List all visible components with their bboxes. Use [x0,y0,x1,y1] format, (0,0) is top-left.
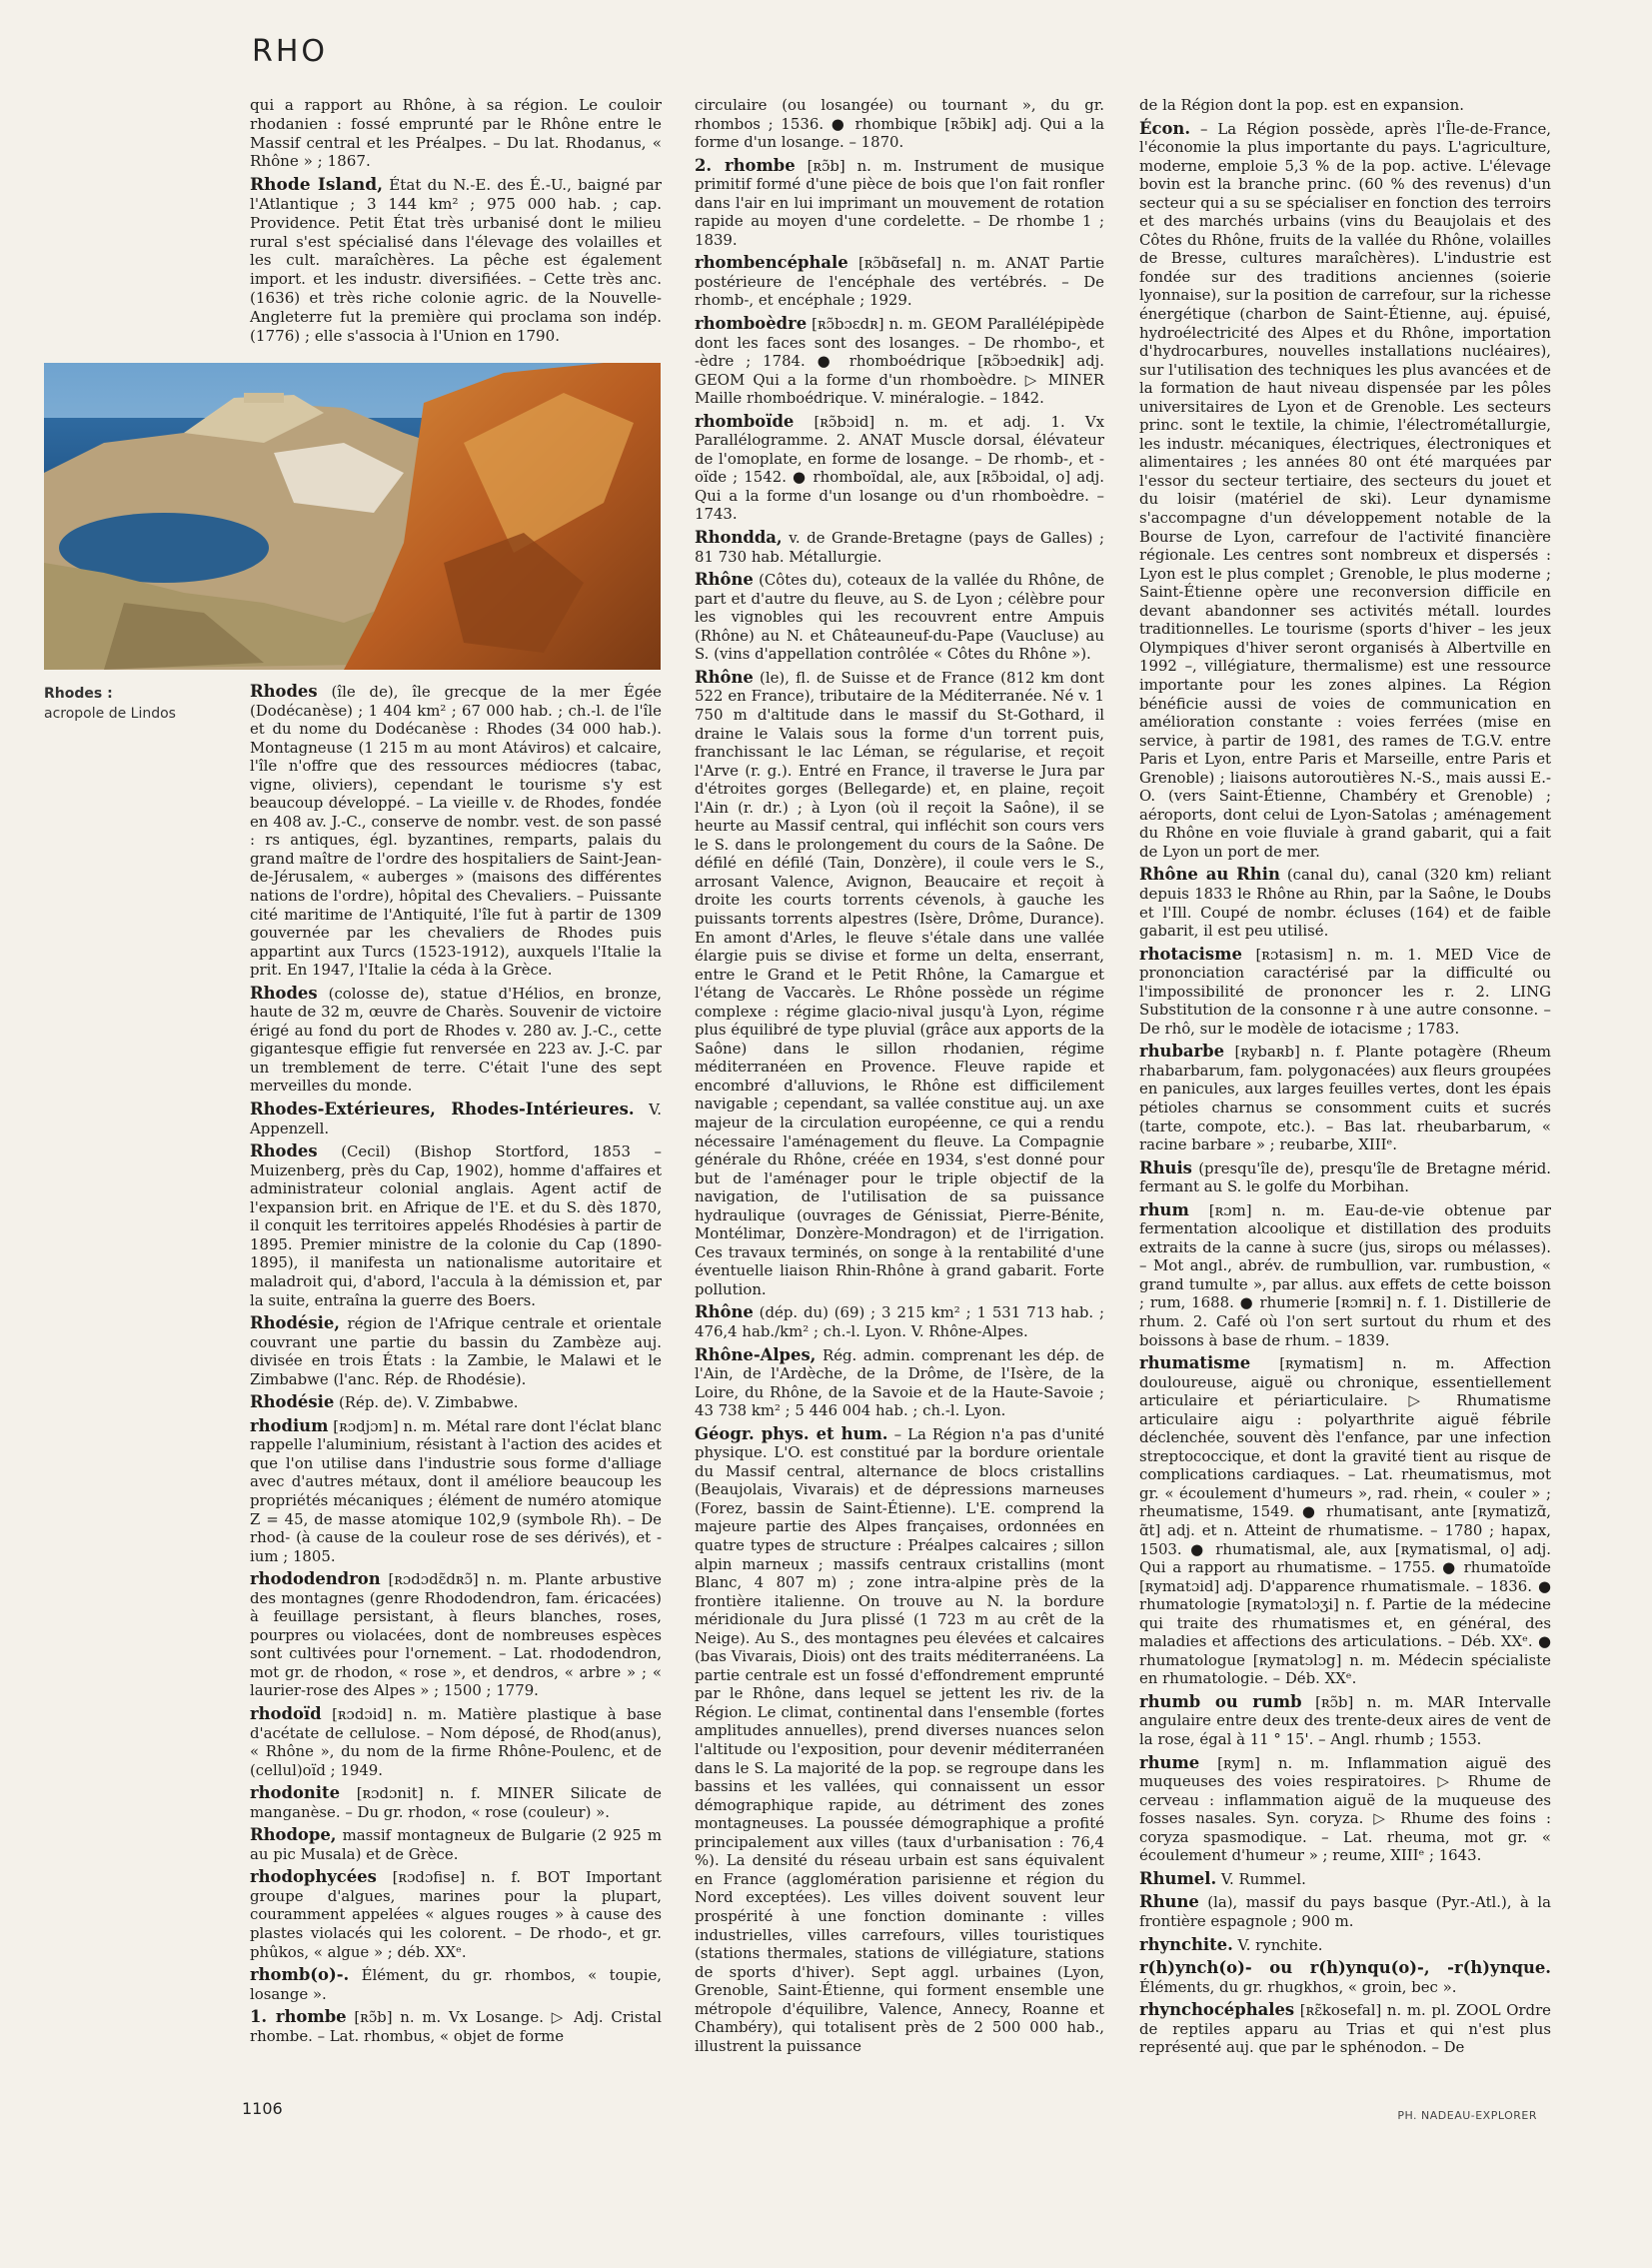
entry-headword: rhodium [250,1415,329,1435]
entry-headword: r(h)ynch(o)- ou r(h)ynqu(o)-, -r(h)ynque. [1139,1958,1551,1978]
dictionary-entry [1139,1201,1551,1349]
dictionary-entry [1139,1354,1551,1688]
dictionary-entry [695,529,1104,566]
column-1-lower [250,683,662,2050]
entry-text: (colosse de), statue d'Hélios, en bronze, haute de 32 m, œuvre de Charès. Souvenir de victoire érigé au fond du port de Rhodes v. 280 av. J.-C., cette gigantesque effigie fut renversée en 223 av. J.-C. par un tremblement de terre. C'était l'une des sept merveilles du monde. [250,984,662,1096]
dictionary-entry [250,1417,662,1565]
entry-text: (presqu'île de), presqu'île de Bretagne mérid. fermant au S. le golfe du Morbihan. [1139,1158,1551,1196]
entry-text: région de l'Afrique centrale et orientale couvrant une partie du bassin du Zambèze auj. divisée en trois États : la Zambie, le Malawi et le Zimbabwe (l'anc. Rép. de Rhodésie). [250,1314,662,1388]
entry-text: [ʀɛ̃kosefal] n. m. pl. ZOOL Ordre de reptiles apparu au Trias et qui n'est plus représenté auj. que par le sphénodon. – De [1139,2001,1551,2057]
entry-headword: Rhône [695,1302,754,1322]
entry-headword: rhodoïd [250,1703,322,1723]
entry-headword: rhomboïde [695,411,795,431]
entry-headword: Rhodes [250,1141,318,1161]
entry-text: de la Région dont la pop. est en expansion. [1139,96,1464,114]
entry-headword: rhomb(o)-. [250,1965,350,1985]
dictionary-entry [695,157,1104,250]
entry-headword: Rhondda, [695,528,783,548]
entry-headword: rhotacisme [1139,944,1242,964]
dictionary-entry [250,96,662,171]
entry-headword: Rhuis [1139,1157,1192,1177]
caption-text: acropole de Lindos [44,706,176,722]
dictionary-entry [250,1826,662,1863]
entry-headword: Rhône-Alpes, [695,1344,817,1364]
entry-text: (la), massif du pays basque (Pyr.-Atl.), à la frontière espagnole ; 900 m. [1139,1893,1551,1930]
dictionary-entry [1139,1693,1551,1749]
entry-text: [ʀɔ̃b] n. m. Instrument de musique primitif formé d'une pièce de bois que l'on fait ronfler dans l'air en lui imprimant un mouvement de rotation rapide au moyen d'une cordelette. – De rhombe 1 ; 1839. [695,156,1104,249]
entry-text: (Côtes du), coteaux de la vallée du Rhône, de part et d'autre du fleuve, au S. de Lyon ; célèbre pour les vignobles qui les recouvrent entre Ampuis (Rhône) au N. et Châteauneuf-du-Pape (Vaucluse) au S. (vins d'appellation contrôlée « Côtes du Rhône »). [695,571,1104,664]
entry-headword: rhombencéphale [695,253,848,273]
entry-text: (Rép. de). V. Zimbabwe. [334,1393,519,1412]
entry-headword: rhubarbe [1139,1042,1225,1062]
column-2 [695,96,1104,2060]
dictionary-entry [695,669,1104,1299]
entry-headword: Rhodes-Extérieures, Rhodes-Intérieures. [250,1100,635,1120]
entry-headword: rhomboèdre [695,314,808,334]
entry-headword: rhum [1139,1199,1189,1219]
entry-text: [ʀɔ̃b] n. m. Vx Losange. ▷ Adj. Cristal rhombe. – Lat. rhombus, « objet de forme [250,2008,662,2045]
dictionary-entry [1139,1159,1551,1196]
entry-text: (le), fl. de Suisse et de France (812 km dont 522 en France), tributaire de la Méditerranée. Né v. 1 750 m d'altitude dans le massif du St-Gothard, il draine le Valais sous la forme d'un torrent puis, franchissant le lac Léman, se régularise, et reçoit l'Arve (r. g.). Entré en France, il traverse le Jura par d'étroites gorges (Bellegarde) et, en plaine, reçoit l'Ain (r. dr.) ; à Lyon (où il reçoit la Saône), il se heurte au Massif central, qui infléchit son cours vers le S. dans le prolongement du cours de la Saône. De défilé en défilé (Tain, Donzère), il coule vers le S., arrosant Valence, Avignon, Beaucaire et reçoit à droite les courts torrents cévenols, à gauche les puissants torrents alpestres (Isère, Drôme, Durance). En amont d'Arles, le fleuve s'étale dans une vallée élargie puis se divise et forme un delta, enserrant, entre le Grand et le Petit Rhône, la Camargue et l'étang de Vaccarès. Le Rhône possède un régime complexe : régime glacio-nival jusqu'à Lyon, régime plus équilibré de type pluvial (grâce aux apports de la Saône) dans le sillon rhodanien, régime méditerranéen en Provence. Fleuve rapide et encombré d'alluvions, le Rhône est difficilement navigable ; cependant, sa vallée constitue auj. un axe majeur de la circulation européenne, ce qui a rendu nécessaire l'aménagement du fleuve. La Compagnie générale du Rhône, créée en 1934, s'est donné pour but de l'aménager pour le triple objectif de la navigation, de l'utilisation de sa puissance hydraulique (ouvrages de Génissiat, Pierre-Bénite, Montélimar, Donzère-Mondragon) et de l'irrigation. Ces travaux terminés, on songe à la rentabilité d'une éventuelle liaison Rhin-Rhône à grand gabarit. Forte pollution. [695,668,1104,1298]
entry-text: [ʀɔtasism] n. m. 1. MED Vice de prononciation caractérisé par la difficulté ou l'impossibilité de prononcer les r. 2. LING Substitution de la consonne r à une autre consonne. – De rhô, sur le modèle de iotacisme ; 1783. [1139,945,1551,1038]
entry-text: (dép. du) (69) ; 3 215 km² ; 1 531 713 hab. ; 476,4 hab./km² ; ch.-l. Lyon. V. Rhône-Alpes. [695,1303,1104,1340]
entry-headword: Rhumel. [1139,1868,1217,1888]
entry-headword: Rhodes [250,983,318,1003]
entry-headword: rhynchocéphales [1139,2000,1295,2020]
dictionary-entry [1139,2001,1551,2057]
dictionary-entry [250,1966,662,2003]
dictionary-entry [1139,1043,1551,1153]
dictionary-entry [250,1705,662,1779]
entry-text: État du N.-E. des É.-U., baigné par l'Atlantique ; 3 144 km² ; 975 000 hab. ; cap. Providence. Petit État très urbanisé dont le milieu rural s'est spécialisé dans l'élevage des volailles et les cult. maraîchères. La pêche est également import. et les industr. diversifiées. – Cette très anc. (1636) et très riche colonie agric. de la Nouvelle-Angleterre fut la première qui proclama son indép. (1776) ; elle s'associa à l'Union en 1790. [250,176,663,345]
dictionary-entry [250,1142,662,1309]
entry-text: circulaire (ou losangée) ou tournant », du gr. rhombos ; 1536. ● rhombique [ʀɔ̃bik] adj. Qui a la forme d'un losange. – 1870. [695,96,1104,152]
dictionary-entry [695,1303,1104,1340]
dictionary-entry [250,2008,662,2045]
entry-text: [ʀɔdɔfise] n. f. BOT Important groupe d'algues, marines pour la plupart, couramment appelées « algues rouges » à cause des plastes violacés qui les colorent. – De rhodo-, et gr. phûkos, « algue » ; déb. XXᵉ. [250,1868,662,1961]
dictionary-entry [250,683,662,980]
entry-headword: 2. rhombe [695,155,796,175]
entry-headword: Géogr. phys. et hum. [695,1423,888,1443]
dictionary-entry [1139,1754,1551,1865]
entry-headword: Rhodes [250,682,318,701]
entry-text: – La Région possède, après l'Île-de-France, l'économie la plus importante du pays. L'agriculture, moderne, emploie 5,3 % de la pop. active. L'élevage bovin est la branche princ. (60 % des revenus) d'un secteur qui a su se spécialiser en fonction des terroirs et des marchés urbains (vins du Beaujolais et des Côtes du Rhône, fruits de la vallée du Rhône, volailles de Bresse, cultures maraîchères). L'industrie est fondée sur des traditions anciennes (soierie lyonnaise), sur la position de carrefour, sur la richesse énergétique (charbon de Saint-Étienne, auj. épuisé, hydroélectricité des Alpes et du Rhône, importation d'hydrocarbures, nouvelles installations nucléaires), sur l'utilisation des techniques les plus avancées et de la formation de haut niveau dispensée par les pôles universitaires de Lyon et de Grenoble. Les secteurs princ. sont le textile, la chimie, l'électrométallurgie, les industr. mécaniques, électriques, électroniques et alimentaires ; les années 80 ont été marquées par l'essor du secteur tertiaire, des secteurs du jouet et du loisir (matériel de ski). Leur dynamisme s'accompagne d'un développement notable de la Bourse de Lyon, carrefour de l'activité financière régionale. Les centres sont nombreux et dispersés : Lyon est le plus complet ; Grenoble, le plus moderne ; Saint-Étienne opère une reconversion difficile en devant abandonner ses activités métall. lourdes traditionnelles. Le tourisme (sports d'hiver – les jeux Olympiques d'hiver seront organisés à Albertville en 1992 –, villégiature, thermalisme) est une ressource importante pour les zones alpines. La Région bénéficie aussi de voies de communication en amélioration constante : voies ferrées (mise en service, à partir de 1981, des rames de T.G.V. entre Paris et Lyon, entre Paris et Marseille, entre Paris et Grenoble) ; liaisons autoroutières N.-S., mais aussi E.-O. (vers Saint-Étienne, Chambéry et Grenoble) ; aéroports, dont celui de Lyon-Satolas ; aménagement du Rhône en voie fluviale à grand gabarit, qui a fait de Lyon un port de mer. [1139,119,1551,861]
dictionary-entry [250,1314,662,1388]
dictionary-entry [250,1393,662,1412]
entry-text: – La Région n'a pas d'unité physique. L'O. est constitué par la bordure orientale du Massif central, alternance de blocs cristallins (Beaujolais, Vivarais) et de dépressions marneuses (Forez, bassin de Saint-Étienne). L'E. comprend la majeure partie des Alpes françaises, ordonnées en quatre types de structure : Préalpes calcaires ; sillon alpin marneux ; massifs centraux cristallins (mont Blanc, 4 807 m) ; zone intra-alpine près de la frontière italienne. On trouve au N. la bordure méridionale du Jura plissé (1 723 m au crêt de la Neige). Au S., des montagnes peu élevées et calcaires (bas Vivarais, Diois) ont des traits méditerranéens. La partie centrale est un fossé d'effondrement emprunté par le Rhône, dans lequel se jettent les riv. de la Région. Le climat, continental dans l'ensemble (fortes amplitudes annuelles), prend diverses nuances selon l'altitude ou l'exposition, pour devenir méditerranéen dans le S. La majorité de la pop. se regroupe dans les bassins et les vallées, qui connaissent un essor démographique rapide, au détriment des zones montagneuses. La poussée démographique a profité principalement aux villes (taux d'urbanisation : 76,4 %). La densité du réseau urbain est sans équivalent en France (agglomération parisienne et région du Nord exceptées). Les villes doivent souvent leur prospérité à une fonction dominante : villes industrielles, villes carrefours, villes touristiques (stations thermales, stations de villégiature, stations de sports d'hiver). Sept aggl. urbaines (Lyon, Grenoble, Saint-Étienne, qui forment ensemble une métropole d'équilibre, Valence, Annecy, Roanne et Chambéry), qui totalisent près de 2 500 000 hab., illustrent la puissance [695,1424,1104,2055]
dictionary-entry [1139,1893,1551,1930]
dictionary-entry [1139,1959,1551,1996]
dictionary-entry [250,1101,662,1137]
caption-title: Rhodes : [44,686,113,702]
entry-text: (Cecil) (Bishop Stortford, 1853 – Muizenberg, près du Cap, 1902), homme d'affaires et administrateur colonial anglais. Agent actif de l'expansion brit. en Afrique de l'E. et du S. dès 1870, il conquit les territoires appelés Rhodésies à partir de 1895. Premier ministre de la colonie du Cap (1890-1895), il manifesta un nationalisme autoritaire et maladroit qui, d'abord, l'accula à la démission et, par la suite, entraîna la guerre des Boers. [250,1142,662,1309]
entry-headword: Rhode Island, [250,175,384,196]
entry-text: V. rynchite. [1232,1935,1323,1954]
entry-text: [ʀɔdɔid] n. m. Matière plastique à base d'acétate de cellulose. – Nom déposé, de Rhod(anus), « Rhône », du nom de la firme Rhône-Poulenc, et de (cellul)oïd ; 1949. [250,1704,662,1779]
entry-text: Élément, du gr. rhombos, « toupie, losange ». [250,1966,662,2003]
dictionary-entry [695,413,1104,524]
entry-text: V. Appenzell. [250,1101,662,1137]
entry-text: V. Rummel. [1216,1869,1306,1888]
entry-headword: Rhodésie [250,1392,335,1412]
column-3 [1139,96,1551,2062]
dictionary-entry [1139,866,1551,940]
entry-headword: Rhône [695,667,754,687]
entry-text: Rég. admin. comprenant les dép. de l'Ain, de l'Ardèche, de la Drôme, de l'Isère, de la Loire, du Rhône, de la Savoie et de la Haute-Savoie ; 43 738 km² ; 5 446 004 hab. ; ch.-l. Lyon. [695,1345,1104,1420]
photo-credit: PH. NADEAU-EXPLORER [1397,2109,1537,2122]
entry-text: [ʀɔm] n. m. Eau-de-vie obtenue par fermentation alcoolique et distillation des produits extraits de la canne à sucre (jus, sirops ou mélasses). – Mot angl., abrév. de rumbullion, var. rumbustion, « grand tumulte », par allus. aux effets de cette boisson ; rum, 1688. ● rhumerie [ʀɔmʀi] n. f. 1. Distillerie de rhum. 2. Café où l'on sert surtout du rhum et des boissons à base de rhum. – 1839. [1139,1200,1551,1349]
dictionary-entry [1139,1870,1551,1889]
entry-headword: Rhodésie, [250,1313,340,1333]
entry-text: massif montagneux de Bulgarie (2 925 m au pic Musala) et de Grèce. [250,1826,662,1863]
column-1-upper [250,96,662,350]
dictionary-entry [695,1425,1104,2056]
entry-headword: rhume [1139,1752,1200,1772]
entry-text: [ʀɔdɔdɛ̃dʀɔ̃] n. m. Plante arbustive des montagnes (genre Rhododendron, fam. éricacées) à feuillage persistant, à fleurs blanches, roses, pourpres ou violacées, dont de nombreuses espèces sont cultivées pour l'ornement. – Lat. rhododendron, mot gr. de rhodon, « rose », et dendros, « arbre » ; « laurier-rose des Alpes » ; 1500 ; 1779. [250,1570,662,1700]
entry-text: [ʀɔdjɔm] n. m. Métal rare dont l'éclat blanc rappelle l'aluminium, résistant à l'action des acides et que l'on utilise dans l'industrie sous forme d'alliage avec d'autres métaux, dont il améliore beaucoup les propriétés mécaniques ; élément de numéro atomique Z = 45, de masse atomique 102,9 (symbole Rh). – De rhod- (à cause de la couleur rose de ses dérivés), et -ium ; 1805. [250,1416,662,1565]
entry-headword: rhodophycées [250,1867,377,1887]
dictionary-entry [1139,946,1551,1039]
entry-text: [ʀybaʀb] n. f. Plante potagère (Rheum rhabarbarum, fam. polygonacées) aux fleurs groupées en panicules, aux larges feuilles vertes, dont les épais pétioles charnus se consomment cuits et sucrés (tarte, compote, etc.). – Bas lat. rheubarbarum, « racine barbare » ; reubarbe, XIIIᵉ. [1139,1043,1551,1154]
dictionary-entry [695,571,1104,664]
dictionary-entry [695,96,1104,152]
entry-text: (canal du), canal (320 km) reliant depuis 1833 le Rhône au Rhin, par la Saône, le Doubs et l'Ill. Coupé de nombr. écluses (164) et de faible gabarit, il est peu utilisé. [1139,866,1551,941]
dictionary-entry [250,1570,662,1700]
dictionary-entry [1139,120,1551,862]
entry-text: [ʀɔdɔnit] n. f. MINER Silicate de manganèse. – Du gr. rhodon, « rose (couleur) ». [250,1784,662,1821]
dictionary-entry [1139,1936,1551,1955]
entry-headword: Rhune [1139,1892,1199,1912]
lindos-acropolis-photo [44,363,661,670]
dictionary-entry [250,1784,662,1821]
entry-headword: rhumb ou rumb [1139,1691,1302,1711]
entry-text: (île de), île grecque de la mer Égée (Dodécanèse) ; 1 404 km² ; 67 000 hab. ; ch.-l. de l'île et du nome du Dodécanèse : Rhodes (34 000 hab.). Montagneuse (1 215 m au mont Atáviros) et calcaire, l'île n'offre que des ressources médiocres (tabac, vigne, oliviers), cependant le tourisme s'y est beaucoup développé. – La vieille v. de Rhodes, fondée en 408 av. J.-C., conserve de nombr. vest. de son passé : rs antiques, égl. byzantines, remparts, palais du grand maître de l'ordre des hospitaliers de Saint-Jean-de-Jérusalem, « auberges » (maisons des différentes nations de l'ordre), hôpital des Chevaliers. – Puissante cité maritime de l'Antiquité, l'île fut à partir de 1309 gouvernée par les chevaliers de Rhodes puis appartint aux Turcs (1523-1912), auxquels l'Italie la prit. En 1947, l'Italie la céda à la Grèce. [250,683,662,980]
dictionary-entry [695,254,1104,310]
entry-text: [ʀymatism] n. m. Affection douloureuse, aiguë ou chronique, essentiellement articulaire et périarticulaire. ▷ Rhumatisme articulaire aigu : polyarthrite aiguë fébrile déclenchée, souvent dès l'enfance, par une infection streptococcique, et dont la gravité tient au risque de complications cardiaques. – Lat. rheumatismus, mot gr. « écoulement d'humeurs », rad. rhein, « couler » ; rheumatisme, 1549. ● rhumatisant, ante [ʀymatizɑ̃, ɑ̃t] adj. et n. Atteint de rhumatisme. – 1780 ; hapax, 1503. ● rhumatismal, ale, aux [ʀymatismal, o] adj. Qui a rapport au rhumatisme. – 1755. ● rhumatoïde [ʀymatɔid] adj. D'apparence rhumatismale. – 1836. ● rhumatologie [ʀymatɔlɔʒi] n. f. Partie de la médecine qui traite des rhumatismes et, en général, des maladies et affections des articulations. – Déb. XXᵉ. ● rhumatologue [ʀymatɔlɔg] n. m. Médecin spécialiste en rhumatologie. – Déb. XXᵉ. [1139,1354,1551,1688]
entry-text: qui a rapport au Rhône, à sa région. Le couloir rhodanien : fossé emprunté par le Rhône entre le Massif central et les Préalpes. – Du lat. Rhodanus, « Rhône » ; 1867. [250,96,662,171]
entry-headword: Rhône au Rhin [1139,865,1280,885]
entry-text: Éléments, du gr. rhugkhos, « groin, bec ». [1139,1977,1457,1996]
entry-headword: rhynchite. [1139,1934,1233,1954]
entry-headword: rhododendron [250,1569,381,1589]
entry-text: [ʀɔ̃bɑ̃sefal] n. m. ANAT Partie postérieure de l'encéphale des vertébrés. – De rhomb-, et encéphale ; 1929. [695,254,1104,310]
entry-text: [ʀɔ̃b] n. m. MAR Intervalle angulaire entre deux des trente-deux aires de vent de la rose, égal à 11 ° 15'. – Angl. rhumb ; 1553. [1139,1692,1551,1749]
running-head: RHO [252,34,329,69]
entry-text: v. de Grande-Bretagne (pays de Galles) ; 81 730 hab. Métallurgie. [695,529,1104,566]
entry-text: [ʀɔ̃bɔɛdʀ] n. m. GEOM Parallélépipède dont les faces sont des losanges. – De rhombo-, et -èdre ; 1784. ● rhomboédrique [ʀɔ̃bɔedʀik] adj. GEOM Qui a la forme d'un rhomboèdre. ▷ MINER Maille rhomboédrique. V. minéralogie. – 1842. [695,315,1104,408]
entry-headword: 1. rhombe [250,2007,347,2027]
entry-headword: rhodonite [250,1783,341,1803]
entry-text: [ʀɔ̃bɔid] n. m. et adj. 1. Vx Parallélogramme. 2. ANAT Muscle dorsal, élévateur de l'omoplate, en forme de losange. – De rhomb-, et -oïde ; 1542. ● rhomboïdal, ale, aux [ʀɔ̃bɔidal, o] adj. Qui a la forme d'un losange ou d'un rhomboèdre. – 1743. [695,412,1104,524]
entry-headword: Rhodope, [250,1825,337,1845]
dictionary-entry [695,1346,1104,1420]
dictionary-entry [695,315,1104,408]
dictionary-entry [1139,96,1551,115]
entry-headword: rhumatisme [1139,1353,1251,1373]
dictionary-entry [250,176,662,345]
dictionary-entry [250,985,662,1096]
entry-text: [ʀym] n. m. Inflammation aiguë des muqueuses des voies respiratoires. ▷ Rhume de cerveau : inflammation aiguë de la muqueuse des fosses nasales. Syn. coryza. ▷ Rhume des foins : coryza spasmodique. – Lat. rheuma, mot gr. « écoulement d'humeur » ; reume, XIIIᵉ ; 1643. [1139,1753,1551,1865]
photo-illustration [44,363,661,670]
dictionary-entry [250,1868,662,1961]
entry-headword: Rhône [695,570,754,590]
page-number: 1106 [242,2099,283,2118]
photo-caption [44,684,244,724]
entry-headword: Écon. [1139,118,1191,138]
